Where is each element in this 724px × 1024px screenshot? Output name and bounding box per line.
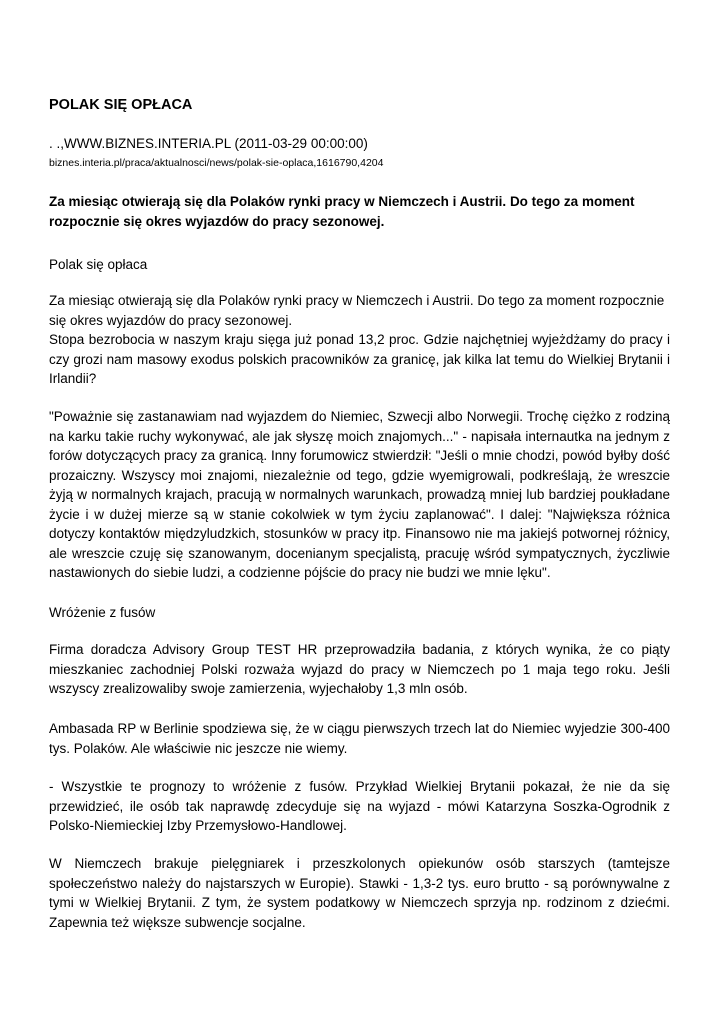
- paragraph-forecasts: - Wszystkie te prognozy to wróżenie z fusów. Przykład Wielkiej Brytanii pokazał, że nie da się przewidzieć, ile osób tak naprawdę zdecyduje się na wyjazd - mówi Katarzyna Soszka-Ogrodnik z Polsko-Niemieckiej Izby Przemysłowo-Handlowej.: [49, 779, 670, 833]
- section-heading-wrozenie-z-fusow: Wróżenie z fusów: [49, 605, 156, 620]
- article-lead: Za miesiąc otwierają się dla Polaków rynki pracy w Niemczech i Austrii. Do tego za moment rozpocznie się okres wyjazdów do pracy sezonowej.: [49, 194, 635, 229]
- paragraph-nurses: W Niemczech brakuje pielęgniarek i przeszkolonych opiekunów osób starszych (tamtejsze społeczeństwo należy do najstarszych w Europie). Stawki - 1,3-2 tys. euro brutto - są porównywalne z tymi w Wielkiej Brytanii. Z tym, że system podatkowy w Niemczech sprzyja np. rodzinom z dziećmi. Zapewnia też większe subwencje socjalne.: [49, 856, 670, 930]
- article-title: POLAK SIĘ OPŁACA: [49, 97, 193, 113]
- article-url: biznes.interia.pl/praca/aktualnosci/news/polak-sie-oplaca,1616790,4204: [49, 157, 384, 169]
- paragraph-intro: [49, 291, 670, 389]
- paragraph-survey: Firma doradcza Advisory Group TEST HR przeprowadziła badania, z których wynika, że co piąty mieszkaniec zachodniej Polski rozważa wyjazd do pracy w Niemczech po 1 maja tego roku. Jeśli wszyscy zrealizowaliby swoje zamierzenia, wyjechałoby 1,3 mln osób.: [49, 642, 670, 696]
- section-heading-polak-sie-oplaca: Polak się opłaca: [49, 257, 148, 272]
- paragraph-intro-line: Za miesiąc otwierają się dla Polaków rynki pracy w Niemczech i Austrii. Do tego za moment rozpocznie się okres wyjazdów do pracy sezonowej.: [49, 293, 665, 328]
- paragraph-embassy: Ambasada RP w Berlinie spodziewa się, że w ciągu pierwszych trzech lat do Niemiec wyjedzie 300-400 tys. Polaków. Ale właściwie nic jeszcze nie wiemy.: [49, 721, 670, 756]
- paragraph-unemployment: Stopa bezrobocia w naszym kraju sięga już ponad 13,2 proc. Gdzie najchętniej wyjeżdżamy do pracy i czy grozi nam masowy exodus polskich pracowników za granicę, jak kilka lat temu do Wielkiej Brytanii i Irlandii?: [49, 332, 670, 386]
- article-source: . .,WWW.BIZNES.INTERIA.PL (2011-03-29 00:00:00): [49, 136, 368, 151]
- paragraph-forum-quotes: "Poważnie się zastanawiam nad wyjazdem do Niemiec, Szwecji albo Norwegii. Trochę ciężko z rodziną na karku takie ruchy wykonywać, ale jak słyszę moich znajomych..." - napisała internautka na jednym z forów dotyczących pracy za granicą. Inny forumowicz stwierdził: "Jeśli o mnie chodzi, powód byłby dość prozaiczny. Wszyscy moi znajomi, niezależnie od tego, gdzie wyemigrowali, podkreślają, że wreszcie żyją w normalnych krajach, pracują w normalnych warunkach, prowadzą mniej lub bardziej poukładane życie i w dużej mierze są w stanie cokolwiek w tym życiu zaplanować". I dalej: "Największa różnica dotyczy kontaktów międzyludzkich, stosunków w pracy itp. Finansowo nie ma jakiejś potwornej różnicy, ale wreszcie czuję się szanowanym, docenianym specjalistą, pracuję wśród sympatycznych, życzliwie nastawionych do siebie ludzi, a codzienne pójście do pracy nie budzi we mnie lęku".: [49, 409, 670, 580]
